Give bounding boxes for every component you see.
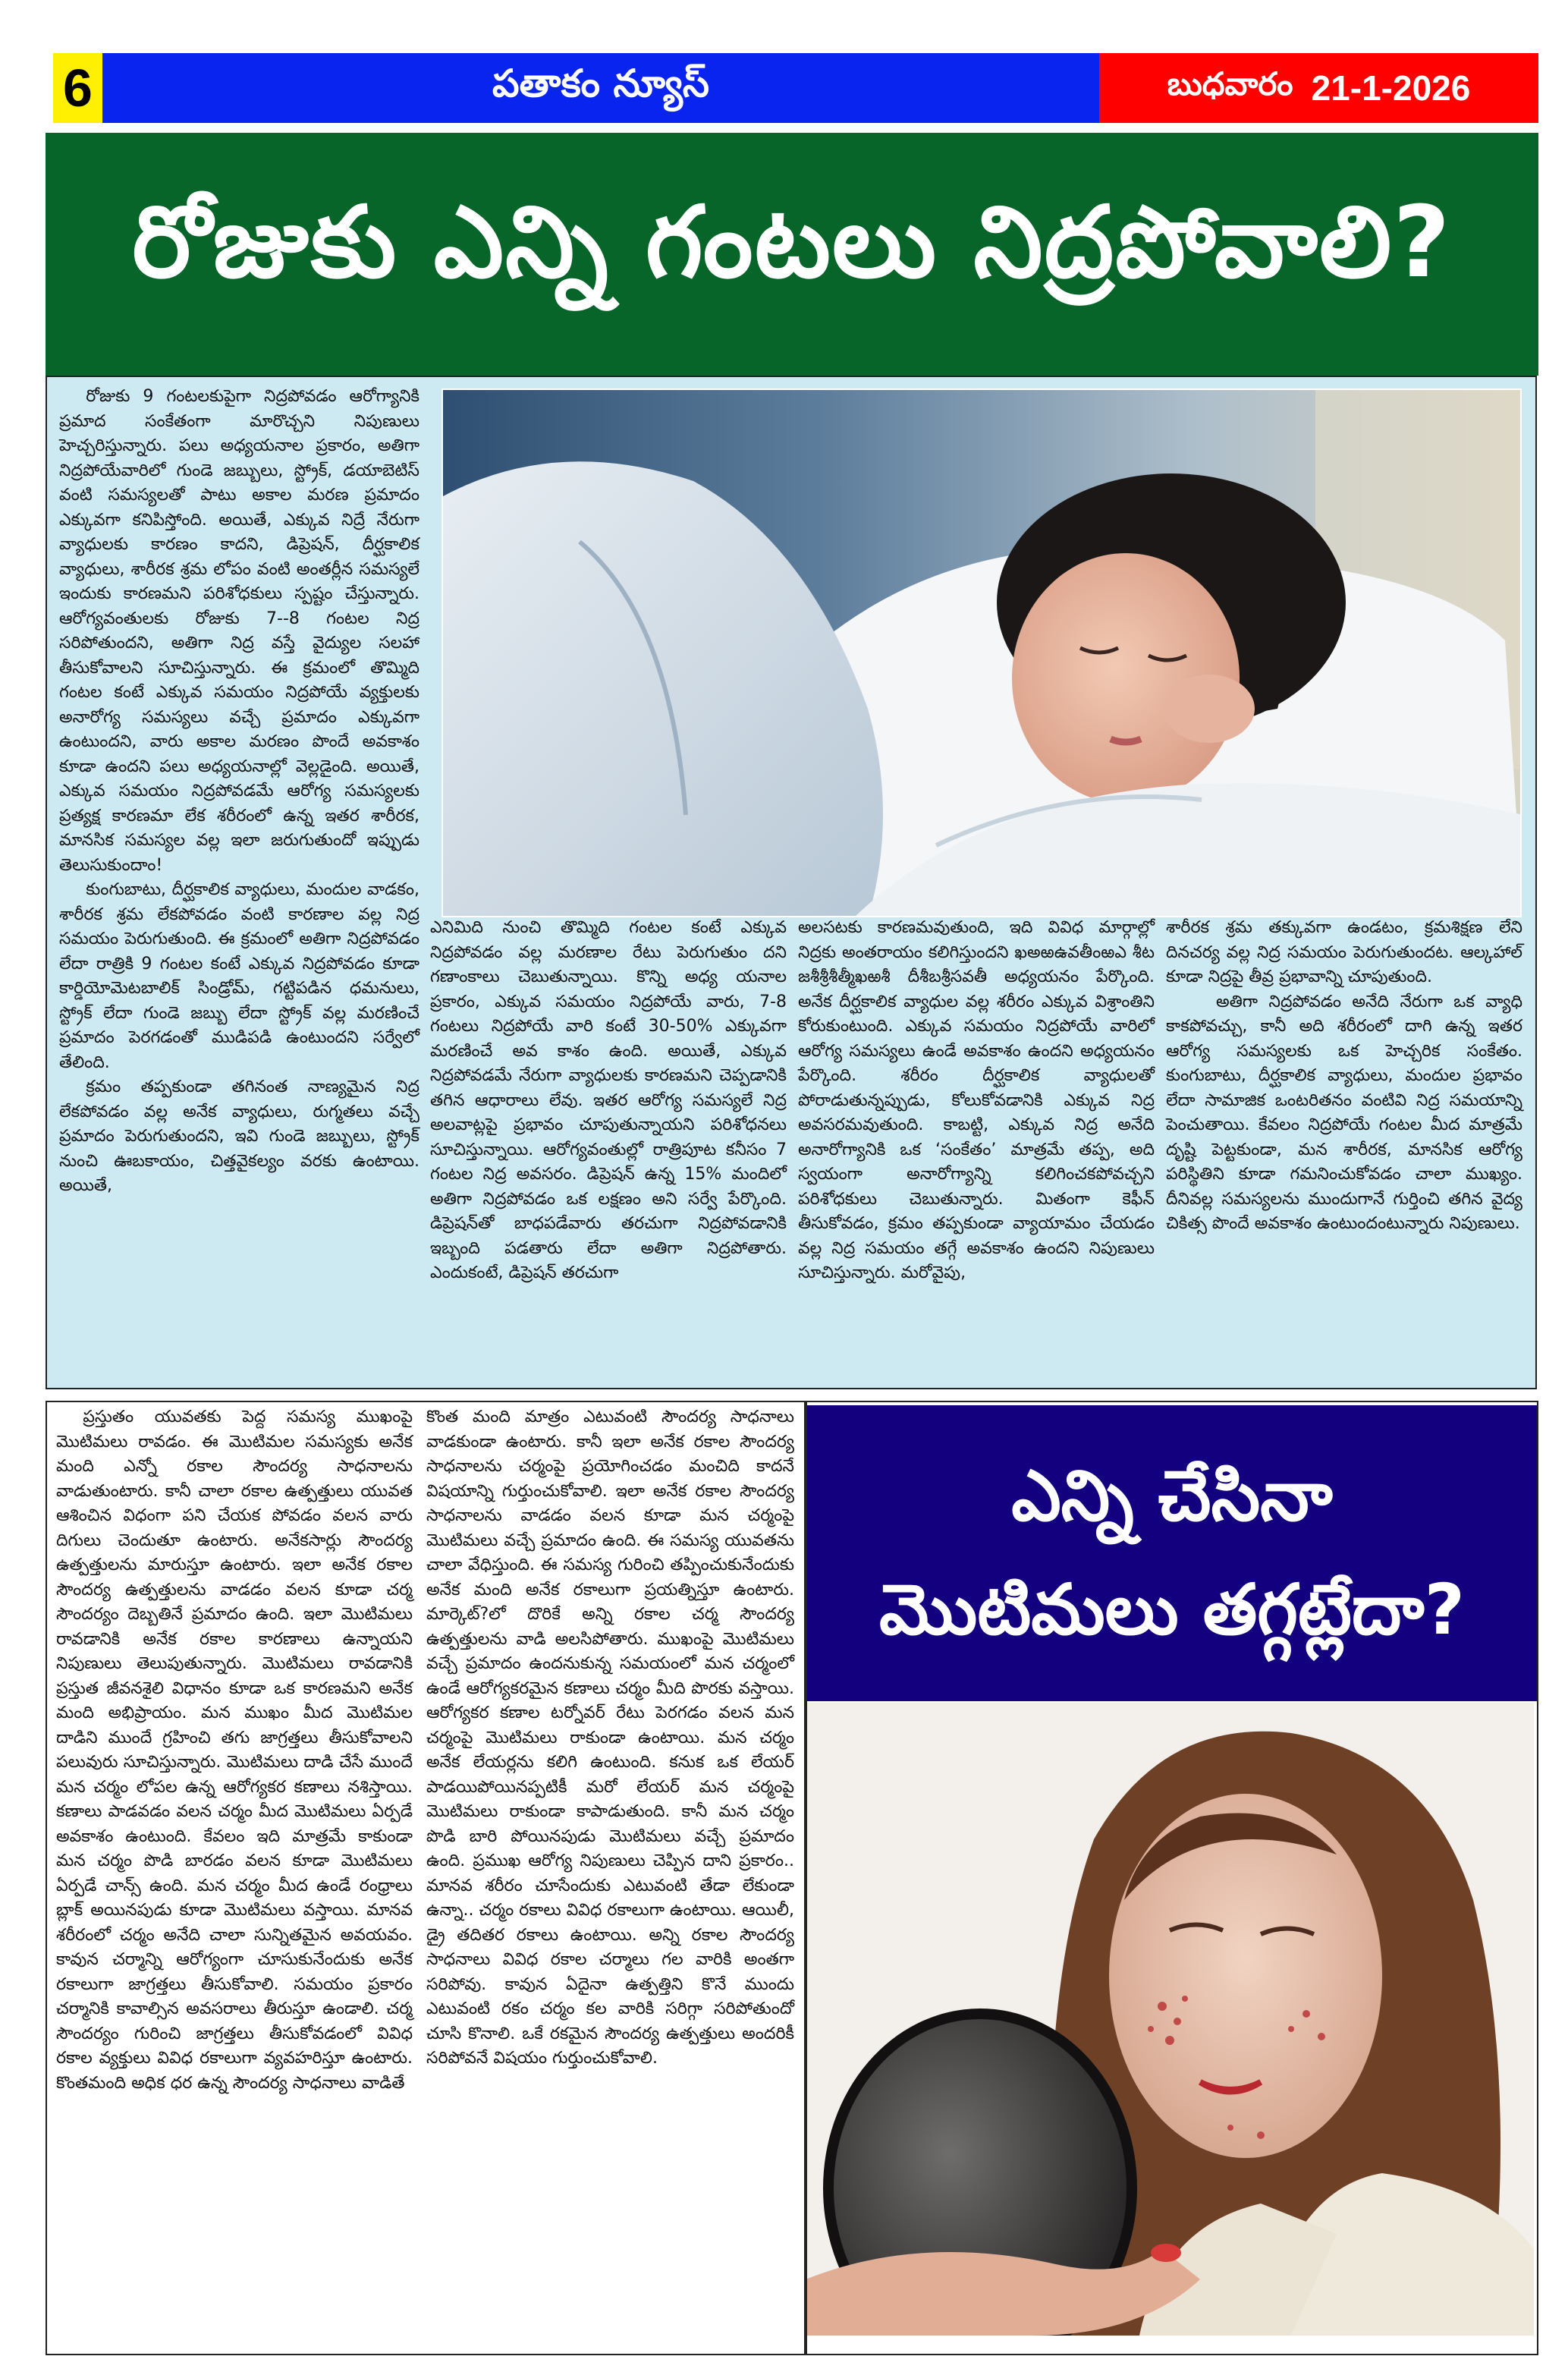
article1-column-4 [1166,916,1522,1237]
paragraph: ఎనిమిది నుంచి తొమ్మిది గంటల కంటే ఎక్కువ నిద్రపోవడం వల్ల మరణాల రేటు పెరుగుతుం దని గణాంకాలు చెబుతున్నాయి. కొన్ని అధ్య యనాల ప్రకారం, ఎక్కువ సమయం నిద్రపోయే వారు, 7-8 గంటలు నిద్రపోయే వారి కంటే 30-50% ఎక్కువగా మరణించే అవ కాశం ఉంది. అయితే, ఎక్కువ నిద్రపోవడమే నేరుగా వ్యాధులకు కారణమని చెప్పడానికి తగిన ఆధారాలు లేవు. ఇతర ఆరోగ్య సమస్యలే నిద్ర అలవాట్లపై ప్రభావం చూపుతున్నాయని పరిశోధనలు సూచిస్తున్నాయి. ఆరోగ్యవంతుల్లో రాత్రిపూట కనీసం 7 గంటల నిద్ర అవసరం. డిప్రెషన్ ఉన్న 15% మందిలో అతిగా నిద్రపోవడం ఒక లక్షణం అని సర్వే పేర్కొంది. డిప్రెషన్‌తో బాధపడేవారు తరచుగా నిద్రపోవడానికి ఇబ్బంది పడతారు లేదా అతిగా నిద్రపోతారు. ఎందుకంటే, డిప్రెషన్ తరచుగా [430,918,787,1282]
sleeping-woman-illustration [443,390,1522,917]
paragraph: అతిగా నిద్రపోవడం అనేది నేరుగా ఒక వ్యాధి కాకపోవచ్చు, కానీ అది శరీరంలో దాగి ఉన్న ఇతర ఆరోగ్య సమస్యలకు ఒక హెచ్చరిక సంకేతం. కుంగుబాటు, దీర్ఘకాలిక వ్యాధులు, మందుల ప్రభావం లేదా సామాజిక ఒంటరితనం వంటివి నిద్ర సమయాన్ని పెంచుతాయి. కేవలం నిద్రపోయే గంటల మీద మాత్రమే దృష్టి పెట్టకుండా, మన శారీరక, మానసిక ఆరోగ్య పరిస్థితిని కూడా గమనించుకోవడం చాలా ముఖ్యం. దీనివల్ల సమస్యలను ముందుగానే గుర్తించి తగిన వైద్య చికిత్స పొందే అవకాశం ఉంటుందంటున్నారు నిపుణులు. [1166,992,1522,1233]
sleeping-woman-photo [441,388,1522,917]
article2-column-2 [426,1405,794,2071]
article1-column-2 [430,916,787,1286]
masthead [102,53,1099,123]
paragraph: శారీరక శ్రమ తక్కువగా ఉండటం, క్రమశిక్షణ లేని దినచర్య వల్ల నిద్ర సమయం పెరుగుతుందట. ఆల్కహాల్ కూడా నిద్రపై తీవ్ర ప్రభావాన్ని చూపుతుంది. [1166,918,1522,986]
article2-headline-line2: మొటిమలు తగ్గట్లేదా? [879,1569,1465,1650]
article2-headline-line1: ఎన్ని చేసినా [1011,1455,1333,1537]
page-number: 6 [53,53,102,123]
acne-woman-photo [806,1703,1534,2336]
article1-column-1 [59,385,419,1199]
paragraph: ప్రస్తుతం యువతకు పెద్ద సమస్య ముఖంపై మొటిమలు రావడం. ఈ మొటిమల సమస్యకు అనేక మంది ఎన్నో రకాల సౌందర్య సాధనాలను వాడుతుంటారు. కానీ చాలా రకాల ఉత్పత్తులు యువత ఆశించిన విధంగా పని చేయక పోవడం వలన వారు దిగులు చెందుతూ ఉంటారు. అనేకసార్లు సౌందర్య ఉత్పత్తులను మారుస్తూ ఉంటారు. ఇలా అనేక రకాల సౌందర్య ఉత్పత్తులను వాడడం వలన కూడా చర్మ సౌందర్యం దెబ్బతినే ప్రమాదం ఉంది. ఇలా మొటిమలు రావడానికి అనేక రకాల కారణాలు ఉన్నాయని నిపుణులు తెలుపుతున్నారు. మొటిమలు రావడానికి ప్రస్తుత జీవనశైలి విధానం కూడా ఒక కారణమని అనేక మంది అభిప్రాయం. మన ముఖం మీద మొటిమల దాడిని ముందే గ్రహించి తగు జాగ్రత్తలు తీసుకోవాలని పలువురు సూచిస్తున్నారు. మొటిమలు దాడి చేసే ముందే మన చర్మం లోపల ఉన్న ఆరోగ్యకర కణాలు నశిస్తాయి. కణాలు పాడవడం వలన చర్మం మీద మొటిమలు ఏర్పడే అవకాశం ఉంటుంది. కేవలం ఇది మాత్రమే కాకుండా మన చర్మం పొడి బారడం వలన కూడా మొటిమలు ఏర్పడే చాన్స్ ఉంది. మన చర్మం మీద ఉండే రంధ్రాలు బ్లాక్ అయినపుడు కూడా మొటిమలు వస్తాయి. మానవ శరీరంలో చర్మం అనేది చాలా సున్నితమైన అవయవం. కావున చర్మాన్ని ఆరోగ్యంగా చూసుకునేందుకు అనేక రకాలుగా జాగ్రత్తలు తీసుకోవాలి. సమయం ప్రకారం చర్మానికి కావాల్సిన అవసరాలు తీరుస్తూ ఉండాలి. చర్మ సౌందర్యం గురించి జాగ్రత్తలు తీసుకోవడంలో వివిధ రకాల వ్యక్తులు వివిధ రకాలుగా వ్యవహరిస్తూ ఉంటారు. కొంతమంది అధిక ధర ఉన్న సౌందర్య సాధనాలు వాడితే [56,1408,413,2093]
article1-headline [46,133,1538,376]
article1-column-3 [798,916,1155,1286]
dateline [1099,53,1538,123]
paragraph: అలసటకు కారణమవుతుంది, ఇది వివిధ మార్గాల్లో నిద్రకు అంతరాయం కలిగిస్తుందని ఖఅఱఉవతీంఱఎ శీట జశీశ్రీశీత్మీఖఱశీ దీశీబశ్రీసవతీ అధ్యయనం పేర్కొంది. అనేక దీర్ఘకాలిక వ్యాధుల వల్ల శరీరం ఎక్కువ విశ్రాంతిని కోరుకుంటుంది. ఎక్కువ సమయం నిద్రపోయే వారిలో ఆరోగ్య సమస్యలు ఉండే అవకాశం ఉందని అధ్యయనం పేర్కొంది. శరీరం దీర్ఘకాలిక వ్యాధులతో పోరాడుతున్నప్పుడు, కోలుకోవడానికి ఎక్కువ నిద్ర అవసరమవుతుంది. కాబట్టి, ఎక్కువ నిద్ర అనేది అనారోగ్యానికి ఒక ‘సంకేతం’ మాత్రమే తప్ప, అది స్వయంగా అనారోగ్యాన్ని కలిగించకపోవచ్చని పరిశోధకులు చెబుతున్నారు. మితంగా కెఫీన్ తీసుకోవడం, క్రమం తప్పకుండా వ్యాయామం చేయడం వల్ల నిద్ర సమయం తగ్గే అవకాశం ఉందని నిపుణులు సూచిస్తున్నారు. మరోవైపు, [798,918,1155,1282]
article2-body [46,1401,806,2355]
paragraph: కొంత మంది మాత్రం ఎటువంటి సౌందర్య సాధనాలు వాడకుండా ఉంటారు. కానీ ఇలా అనేక రకాల సౌందర్య సాధనాలను చర్మంపై ప్రయోగించడం మంచిది కాదనే విషయాన్ని గుర్తుంచుకోవాలి. ఇలా అనేక రకాల సౌందర్య సాధనాలను వాడడం వలన కూడా మన చర్మంపై మొటిమలు వచ్చే ప్రమాదం ఉంది. ఈ సమస్య యువతను చాలా వేధిస్తుంది. ఈ సమస్య గురించి తప్పించుకునేందుకు అనేక మంది అనేక రకాలుగా ప్రయత్నిస్తూ ఉంటారు. మార్కెట్?లో దొరికే అన్ని రకాల చర్మ సౌందర్య ఉత్పత్తులను వాడి అలసిపోతారు. ముఖంపై మొటిమలు వచ్చే ప్రమాదం ఉందనుకున్న సమయంలో మన చర్మంలో ఉండే ఆరోగ్యకరమైన కణాలు చర్మం మీది పొరకు వస్తాయి. ఆరోగ్యకర కణాల టర్నోవర్ రేటు పెరగడం వలన మన చర్మంపై మొటిమలు రాకుండా ఉంటాయి. మన చర్మం అనేక లేయర్లను కలిగి ఉంటుంది. కనుక ఒక లేయర్ పాడయిపోయినప్పటికీ మరో లేయర్ మన చర్మంపై మొటిమలు రాకుండా కాపాడుతుంది. కానీ మన చర్మం పొడి బారి పోయినపుడు మొటిమలు వచ్చే ప్రమాదం ఉంది. ప్రముఖ ఆరోగ్య నిపుణులు చెప్పిన దాని ప్రకారం.. మానవ శరీరం చూసేందుకు ఎటువంటి తేడా లేకుండా ఉన్నా.. చర్మం రకాలు వివిధ రకాలుగా ఉంటాయి. ఆయిలీ, డ్రై తదితర రకాలు ఉంటాయి. అన్ని రకాల సౌందర్య సాధనాలు వివిధ రకాల చర్మాలు గల వారికి అంతగా సరిపోవు. కావున ఏదైనా ఉత్పత్తిని కొనే ముందు ఎటువంటి రకం చర్మం కల వారికి సరిగ్గా సరిపోతుందో చూసి కొనాలి. ఒకే రకమైన సౌందర్య ఉత్పత్తులు అందరికీ సరిపోవనే విషయం గుర్తుంచుకోవాలి. [426,1408,794,2068]
paragraph: రోజుకు 9 గంటలకుపైగా నిద్రపోవడం ఆరోగ్యానికి ప్రమాద సంకేతంగా మారొచ్చని నిపుణులు హెచ్చరిస్తున్నారు. పలు అధ్యయనాల ప్రకారం, అతిగా నిద్రపోయేవారిలో గుండె జబ్బులు, స్ట్రోక్, డయాబెటిస్ వంటి సమస్యలతో పాటు అకాల మరణ ప్రమాదం ఎక్కువగా కనిపిస్తోంది. అయితే, ఎక్కువ నిద్రే నేరుగా వ్యాధులకు కారణం కాదని, డిప్రెషన్, దీర్ఘకాలిక వ్యాధులు, శారీరక శ్రమ లోపం వంటి అంతర్లీన సమస్యలే ఇందుకు కారణమని పరిశోధకులు స్పష్టం చేస్తున్నారు. ఆరోగ్యవంతులకు రోజుకు 7--8 గంటల నిద్ర సరిపోతుందని, అతిగా నిద్ర వస్తే వైద్యుల సలహా తీసుకోవాలని సూచిస్తున్నారు. ఈ క్రమంలో తొమ్మిది గంటల కంటే ఎక్కువ సమయం నిద్రపోయే వ్యక్తులకు అనారోగ్య సమస్యలు వచ్చే ప్రమాదం ఎక్కువగా ఉంటుందని, వారు అకాల మరణం పొందే అవకాశం కూడా ఉందని పలు అధ్యయనాల్లో వెల్లడైంది. అయితే, ఎక్కువ సమయం నిద్రపోవడమే ఆరోగ్య సమస్యలకు ప్రత్యక్ష కారణమా లేక శరీరంలో ఉన్న ఇతర శారీరక, మానసిక సమస్యల వల్ల ఇలా జరుగుతుందో ఇప్పుడు తెలుసుకుందాం! [59,387,419,875]
masthead-title: పతాకం న్యూస్ [492,61,709,105]
weekday: బుధవారం [1167,65,1293,102]
article2-headline [806,1405,1538,1701]
acne-woman-illustration [806,1703,1534,2336]
article1-body [46,376,1537,1389]
article1-headline-text: రోజుకు ఎన్ని గంటలు నిద్రపోవాలి? [132,184,1452,300]
paragraph: క్రమం తప్పకుండా తగినంత నాణ్యమైన నిద్ర లేకపోవడం వల్ల అనేక వ్యాధులు, రుగ్మతలు వచ్చే ప్రమాదం పెరుగుతుందని, ఇవి గుండె జబ్బులు, స్ట్రోక్ నుంచి ఊబకాయం, చిత్తవైకల్యం వరకు ఉంటాయి. అయితే, [59,1077,419,1195]
date: 21-1-2026 [1311,68,1471,108]
paragraph: కుంగుబాటు, దీర్ఘకాలిక వ్యాధులు, మందుల వాడకం, శారీరక శ్రమ లేకపోవడం వంటి కారణాల వల్ల నిద్ర సమయం పెరుగుతుంది. ఈ క్రమంలో అతిగా నిద్రపోవడం లేదా రాత్రికి 9 గంటల కంటే ఎక్కువ నిద్రపోవడం కూడా కార్డియోమెటబాలిక్ సిండ్రోమ్, గట్టిపడిన ధమనులు, స్ట్రోక్ లేదా గుండె జబ్బు లేదా స్ట్రోక్ వల్ల మరణించే ప్రమాదం పెరగడంతో ముడిపడి ఉంటుందని సర్వేలో తేలింది. [59,880,419,1072]
article2-column-1 [56,1405,413,2096]
